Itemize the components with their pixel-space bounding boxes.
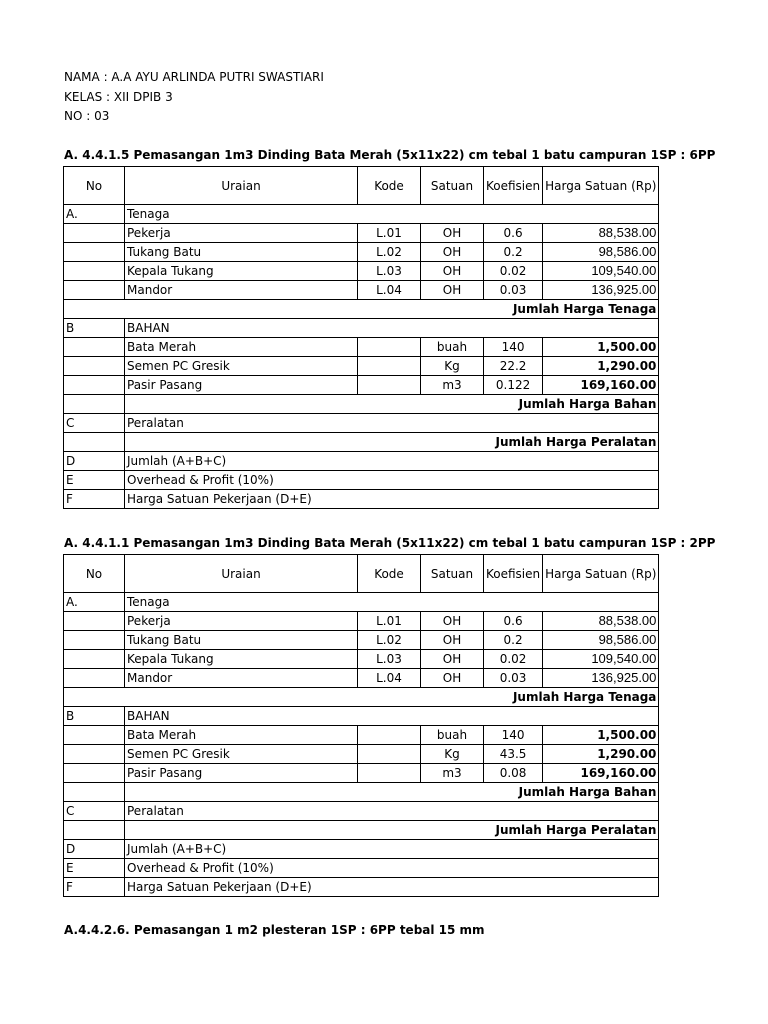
row-satuan: buah: [421, 338, 484, 357]
subtotal-label: Jumlah Harga Peralatan: [125, 433, 659, 452]
row-no: [64, 821, 125, 840]
row-satuan: buah: [421, 726, 484, 745]
group-no: C: [64, 414, 125, 433]
col-koefisien-header: Koefisien: [484, 167, 543, 205]
row-harga: 1,290.00: [543, 745, 659, 764]
row-kode: L.04: [358, 281, 421, 300]
col-no-header: No: [64, 555, 125, 593]
table-row: [64, 243, 659, 262]
jumlah-peralatan-row: [64, 433, 659, 452]
overhead-e-row: [64, 859, 659, 878]
col-satuan-header: Satuan: [421, 167, 484, 205]
harga-satuan-f-row: [64, 490, 659, 509]
group-label: Harga Satuan Pekerjaan (D+E): [125, 490, 659, 509]
overhead-e-row: [64, 471, 659, 490]
row-satuan: m3: [421, 764, 484, 783]
row-uraian: Mandor: [125, 281, 358, 300]
group-label: BAHAN: [125, 319, 659, 338]
row-no: [64, 650, 125, 669]
row-kode: L.02: [358, 631, 421, 650]
jumlah-tenaga-row: [64, 688, 659, 707]
row-satuan: Kg: [421, 357, 484, 376]
group-no: A.: [64, 593, 125, 612]
row-no: [64, 631, 125, 650]
student-number: NO : 03: [64, 109, 110, 123]
table-row: [64, 650, 659, 669]
row-satuan: OH: [421, 262, 484, 281]
row-no: [64, 357, 125, 376]
row-uraian: Tukang Batu: [125, 631, 358, 650]
section-3-title: A.4.4.2.6. Pemasangan 1 m2 plesteran 1SP : 6PP tebal 15 mm: [64, 923, 485, 937]
row-harga: 1,500.00: [543, 726, 659, 745]
table-row: [64, 376, 659, 395]
row-kode: L.04: [358, 669, 421, 688]
student-name: NAMA : A.A AYU ARLINDA PUTRI SWASTIARI: [64, 70, 324, 84]
subtotal-label: Jumlah Harga Tenaga: [64, 688, 659, 707]
row-koefisien: 0.2: [484, 631, 543, 650]
row-kode: [358, 357, 421, 376]
row-harga: 1,290.00: [543, 357, 659, 376]
col-uraian-header: Uraian: [125, 555, 358, 593]
tenaga-group-row: [64, 593, 659, 612]
group-no: F: [64, 490, 125, 509]
row-no: [64, 433, 125, 452]
row-satuan: OH: [421, 243, 484, 262]
group-label: Peralatan: [125, 414, 659, 433]
row-harga: 98,586.00: [543, 631, 659, 650]
col-no-header: No: [64, 167, 125, 205]
group-no: A.: [64, 205, 125, 224]
row-harga: 109,540.00: [543, 262, 659, 281]
group-label: Overhead & Profit (10%): [125, 859, 659, 878]
row-harga: 98,586.00: [543, 243, 659, 262]
row-no: [64, 243, 125, 262]
table-row: [64, 631, 659, 650]
col-uraian-header: Uraian: [125, 167, 358, 205]
row-satuan: Kg: [421, 745, 484, 764]
jumlah-bahan-row: [64, 395, 659, 414]
row-no: [64, 783, 125, 802]
table-row: [64, 745, 659, 764]
group-no: C: [64, 802, 125, 821]
group-label: Tenaga: [125, 593, 659, 612]
row-uraian: Mandor: [125, 669, 358, 688]
section-1-table: [63, 166, 659, 509]
row-kode: [358, 376, 421, 395]
group-no: B: [64, 707, 125, 726]
row-uraian: Tukang Batu: [125, 243, 358, 262]
row-no: [64, 726, 125, 745]
row-harga: 136,925.00: [543, 669, 659, 688]
row-satuan: OH: [421, 281, 484, 300]
row-kode: L.01: [358, 612, 421, 631]
row-uraian: Bata Merah: [125, 338, 358, 357]
table-row: [64, 669, 659, 688]
group-no: F: [64, 878, 125, 897]
table-row: [64, 612, 659, 631]
bahan-group-row: [64, 319, 659, 338]
row-no: [64, 338, 125, 357]
jumlah-bahan-row: [64, 783, 659, 802]
col-harga-header: Harga Satuan (Rp): [543, 167, 659, 205]
row-kode: L.03: [358, 262, 421, 281]
row-no: [64, 376, 125, 395]
row-kode: [358, 764, 421, 783]
row-no: [64, 612, 125, 631]
row-harga: 1,500.00: [543, 338, 659, 357]
table-row: [64, 357, 659, 376]
jumlah-tenaga-row: [64, 300, 659, 319]
row-satuan: OH: [421, 612, 484, 631]
subtotal-label: Jumlah Harga Bahan: [125, 395, 659, 414]
row-uraian: Semen PC Gresik: [125, 745, 358, 764]
row-no: [64, 669, 125, 688]
row-satuan: m3: [421, 376, 484, 395]
row-koefisien: 0.08: [484, 764, 543, 783]
subtotal-label: Jumlah Harga Bahan: [125, 783, 659, 802]
col-harga-header: Harga Satuan (Rp): [543, 555, 659, 593]
row-harga: 88,538.00: [543, 612, 659, 631]
row-kode: [358, 338, 421, 357]
row-uraian: Kepala Tukang: [125, 650, 358, 669]
row-no: [64, 224, 125, 243]
row-koefisien: 0.6: [484, 224, 543, 243]
row-uraian: Pekerja: [125, 612, 358, 631]
row-no: [64, 281, 125, 300]
col-kode-header: Kode: [358, 167, 421, 205]
group-label: Jumlah (A+B+C): [125, 452, 659, 471]
total-d-row: [64, 840, 659, 859]
row-koefisien: 0.02: [484, 650, 543, 669]
row-uraian: Semen PC Gresik: [125, 357, 358, 376]
table-header-row: [64, 167, 659, 205]
bahan-group-row: [64, 707, 659, 726]
row-no: [64, 764, 125, 783]
row-satuan: OH: [421, 224, 484, 243]
row-koefisien: 0.03: [484, 669, 543, 688]
row-kode: [358, 745, 421, 764]
col-kode-header: Kode: [358, 555, 421, 593]
peralatan-group-row: [64, 802, 659, 821]
group-label: Overhead & Profit (10%): [125, 471, 659, 490]
tenaga-group-row: [64, 205, 659, 224]
row-koefisien: 22.2: [484, 357, 543, 376]
row-kode: [358, 726, 421, 745]
group-label: Peralatan: [125, 802, 659, 821]
row-harga: 109,540.00: [543, 650, 659, 669]
row-koefisien: 140: [484, 338, 543, 357]
table-header-row: [64, 555, 659, 593]
group-label: Harga Satuan Pekerjaan (D+E): [125, 878, 659, 897]
table-row: [64, 224, 659, 243]
student-class: KELAS : XII DPIB 3: [64, 90, 173, 104]
row-kode: L.01: [358, 224, 421, 243]
group-no: D: [64, 452, 125, 471]
row-no: [64, 262, 125, 281]
row-uraian: Pasir Pasang: [125, 376, 358, 395]
group-label: Tenaga: [125, 205, 659, 224]
row-harga: 136,925.00: [543, 281, 659, 300]
row-koefisien: 140: [484, 726, 543, 745]
subtotal-label: Jumlah Harga Tenaga: [64, 300, 659, 319]
section-2-title: A. 4.4.1.1 Pemasangan 1m3 Dinding Bata Merah (5x11x22) cm tebal 1 batu campuran 1SP : 2PP: [64, 536, 716, 550]
row-kode: L.02: [358, 243, 421, 262]
row-koefisien: 43.5: [484, 745, 543, 764]
row-satuan: OH: [421, 650, 484, 669]
group-label: Jumlah (A+B+C): [125, 840, 659, 859]
jumlah-peralatan-row: [64, 821, 659, 840]
row-harga: 88,538.00: [543, 224, 659, 243]
row-koefisien: 0.2: [484, 243, 543, 262]
col-satuan-header: Satuan: [421, 555, 484, 593]
row-harga: 169,160.00: [543, 764, 659, 783]
row-koefisien: 0.03: [484, 281, 543, 300]
row-koefisien: 0.6: [484, 612, 543, 631]
section-2-table: [63, 554, 659, 897]
row-kode: L.03: [358, 650, 421, 669]
table-row: [64, 764, 659, 783]
section-1-title: A. 4.4.1.5 Pemasangan 1m3 Dinding Bata Merah (5x11x22) cm tebal 1 batu campuran 1SP : 6PP: [64, 148, 716, 162]
total-d-row: [64, 452, 659, 471]
table-row: [64, 726, 659, 745]
group-no: E: [64, 471, 125, 490]
subtotal-label: Jumlah Harga Peralatan: [125, 821, 659, 840]
group-no: D: [64, 840, 125, 859]
row-satuan: OH: [421, 631, 484, 650]
group-label: BAHAN: [125, 707, 659, 726]
row-no: [64, 745, 125, 764]
row-uraian: Pekerja: [125, 224, 358, 243]
table-row: [64, 281, 659, 300]
peralatan-group-row: [64, 414, 659, 433]
table-row: [64, 262, 659, 281]
row-no: [64, 395, 125, 414]
row-uraian: Kepala Tukang: [125, 262, 358, 281]
harga-satuan-f-row: [64, 878, 659, 897]
col-koefisien-header: Koefisien: [484, 555, 543, 593]
row-uraian: Pasir Pasang: [125, 764, 358, 783]
row-satuan: OH: [421, 669, 484, 688]
row-harga: 169,160.00: [543, 376, 659, 395]
group-no: E: [64, 859, 125, 878]
table-row: [64, 338, 659, 357]
row-koefisien: 0.02: [484, 262, 543, 281]
group-no: B: [64, 319, 125, 338]
row-uraian: Bata Merah: [125, 726, 358, 745]
row-koefisien: 0.122: [484, 376, 543, 395]
